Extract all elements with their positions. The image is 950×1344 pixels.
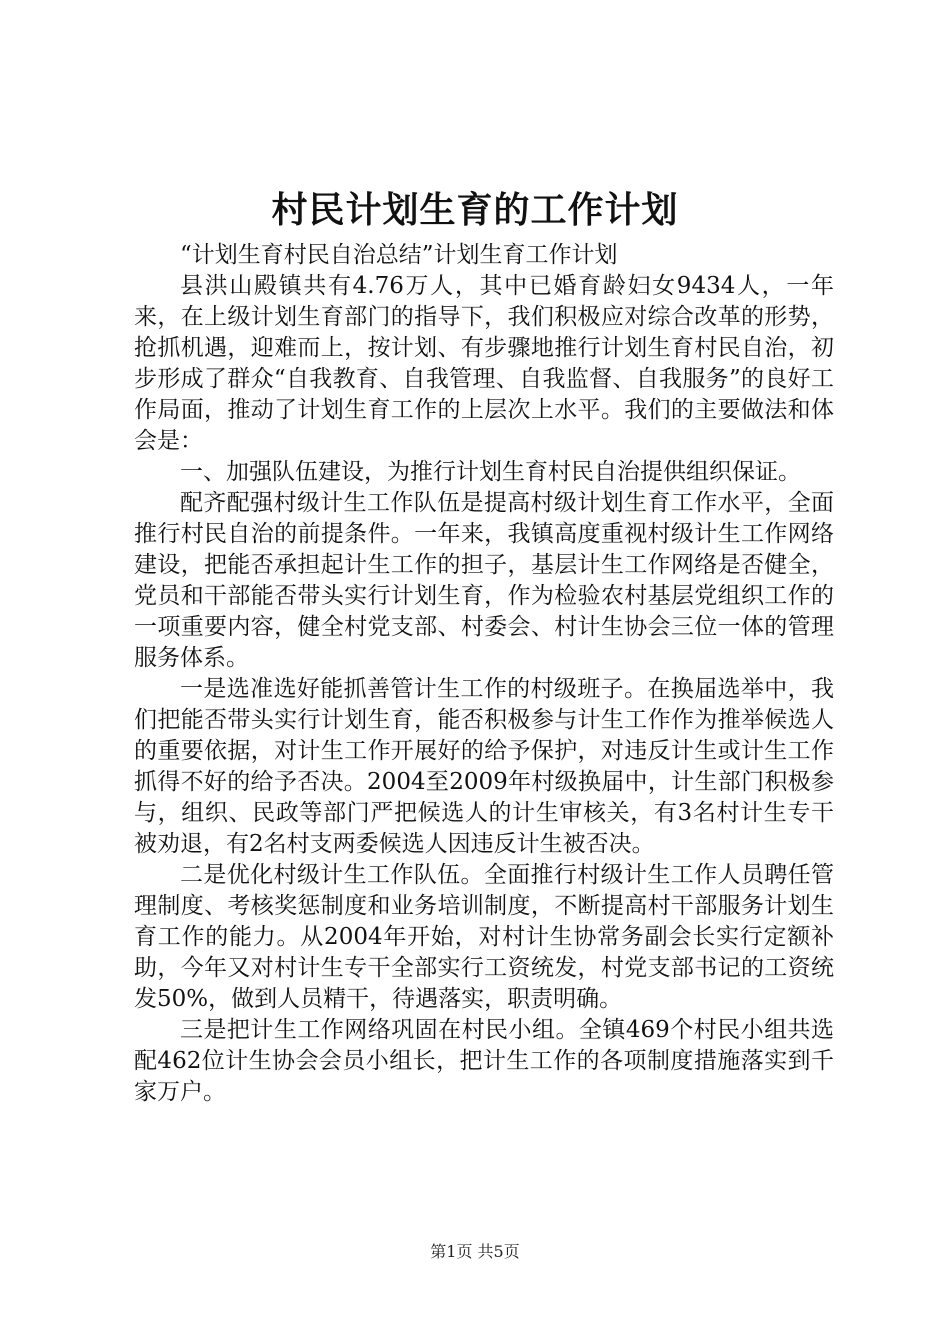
document-body — [134, 240, 834, 1108]
paragraph-subtitle: “计划生育村民自治总结”计划生育工作计划 — [180, 242, 618, 268]
paragraph-section-1-heading: 一、加强队伍建设，为推行计划生育村民自治提供组织保证。 — [180, 459, 801, 485]
page-footer: 第1页 共5页 — [430, 1242, 520, 1261]
paragraph-section-1-body: 配齐配强村级计生工作队伍是提高村级计划生育工作水平，全面推行村民自治的前提条件。一年来，我镇高度重视村级计生工作网络建设，把能否承担起计生工作的担子，基层计生工作网络是否健全，党员和干部能否带头实行计划生育，作为检验农村基层党组织工作的一项重要内容，健全村党支部、村委会、村计生协会三位一体的管理服务体系。 — [134, 490, 834, 671]
document-title: 村民计划生育的工作计划 — [271, 189, 679, 231]
paragraph-point-3: 三是把计生工作网络巩固在村民小组。全镇469个村民小组共选配462位计生协会会员小组长，把计生工作的各项制度措施落实到千家万户。 — [134, 1017, 834, 1105]
paragraph-point-1: 一是选准选好能抓善管计生工作的村级班子。在换届选举中，我们把能否带头实行计划生育，能否积极参与计生工作作为推举候选人的重要依据，对计生工作开展好的给予保护，对违反计生或计生工作抓得不好的给予否决。2004至2009年村级换届中，计生部门积极参与，组织、民政等部门严把候选人的计生审核关，有3名村计生专干被劝退，有2名村支两委候选人因违反计生被否决。 — [134, 676, 834, 857]
paragraph-intro: 县洪山殿镇共有4.76万人，其中已婚育龄妇女9434人，一年来，在上级计划生育部门的指导下，我们积极应对综合改革的形势，抢抓机遇，迎难而上，按计划、有步骤地推行计划生育村民自治，初步形成了群众“自我教育、自我管理、自我监督、自我服务”的良好工作局面，推动了计划生育工作的上层次上水平。我们的主要做法和体会是： — [134, 273, 834, 454]
paragraph-point-2: 二是优化村级计生工作队伍。全面推行村级计生工作人员聘任管理制度、考核奖惩制度和业务培训制度，不断提高村干部服务计划生育工作的能力。从2004年开始，对村计生协常务副会长实行定额补助，今年又对村计生专干全部实行工资统发，村党支部书记的工资统发50%，做到人员精干，待遇落实，职责明确。 — [134, 862, 834, 1012]
